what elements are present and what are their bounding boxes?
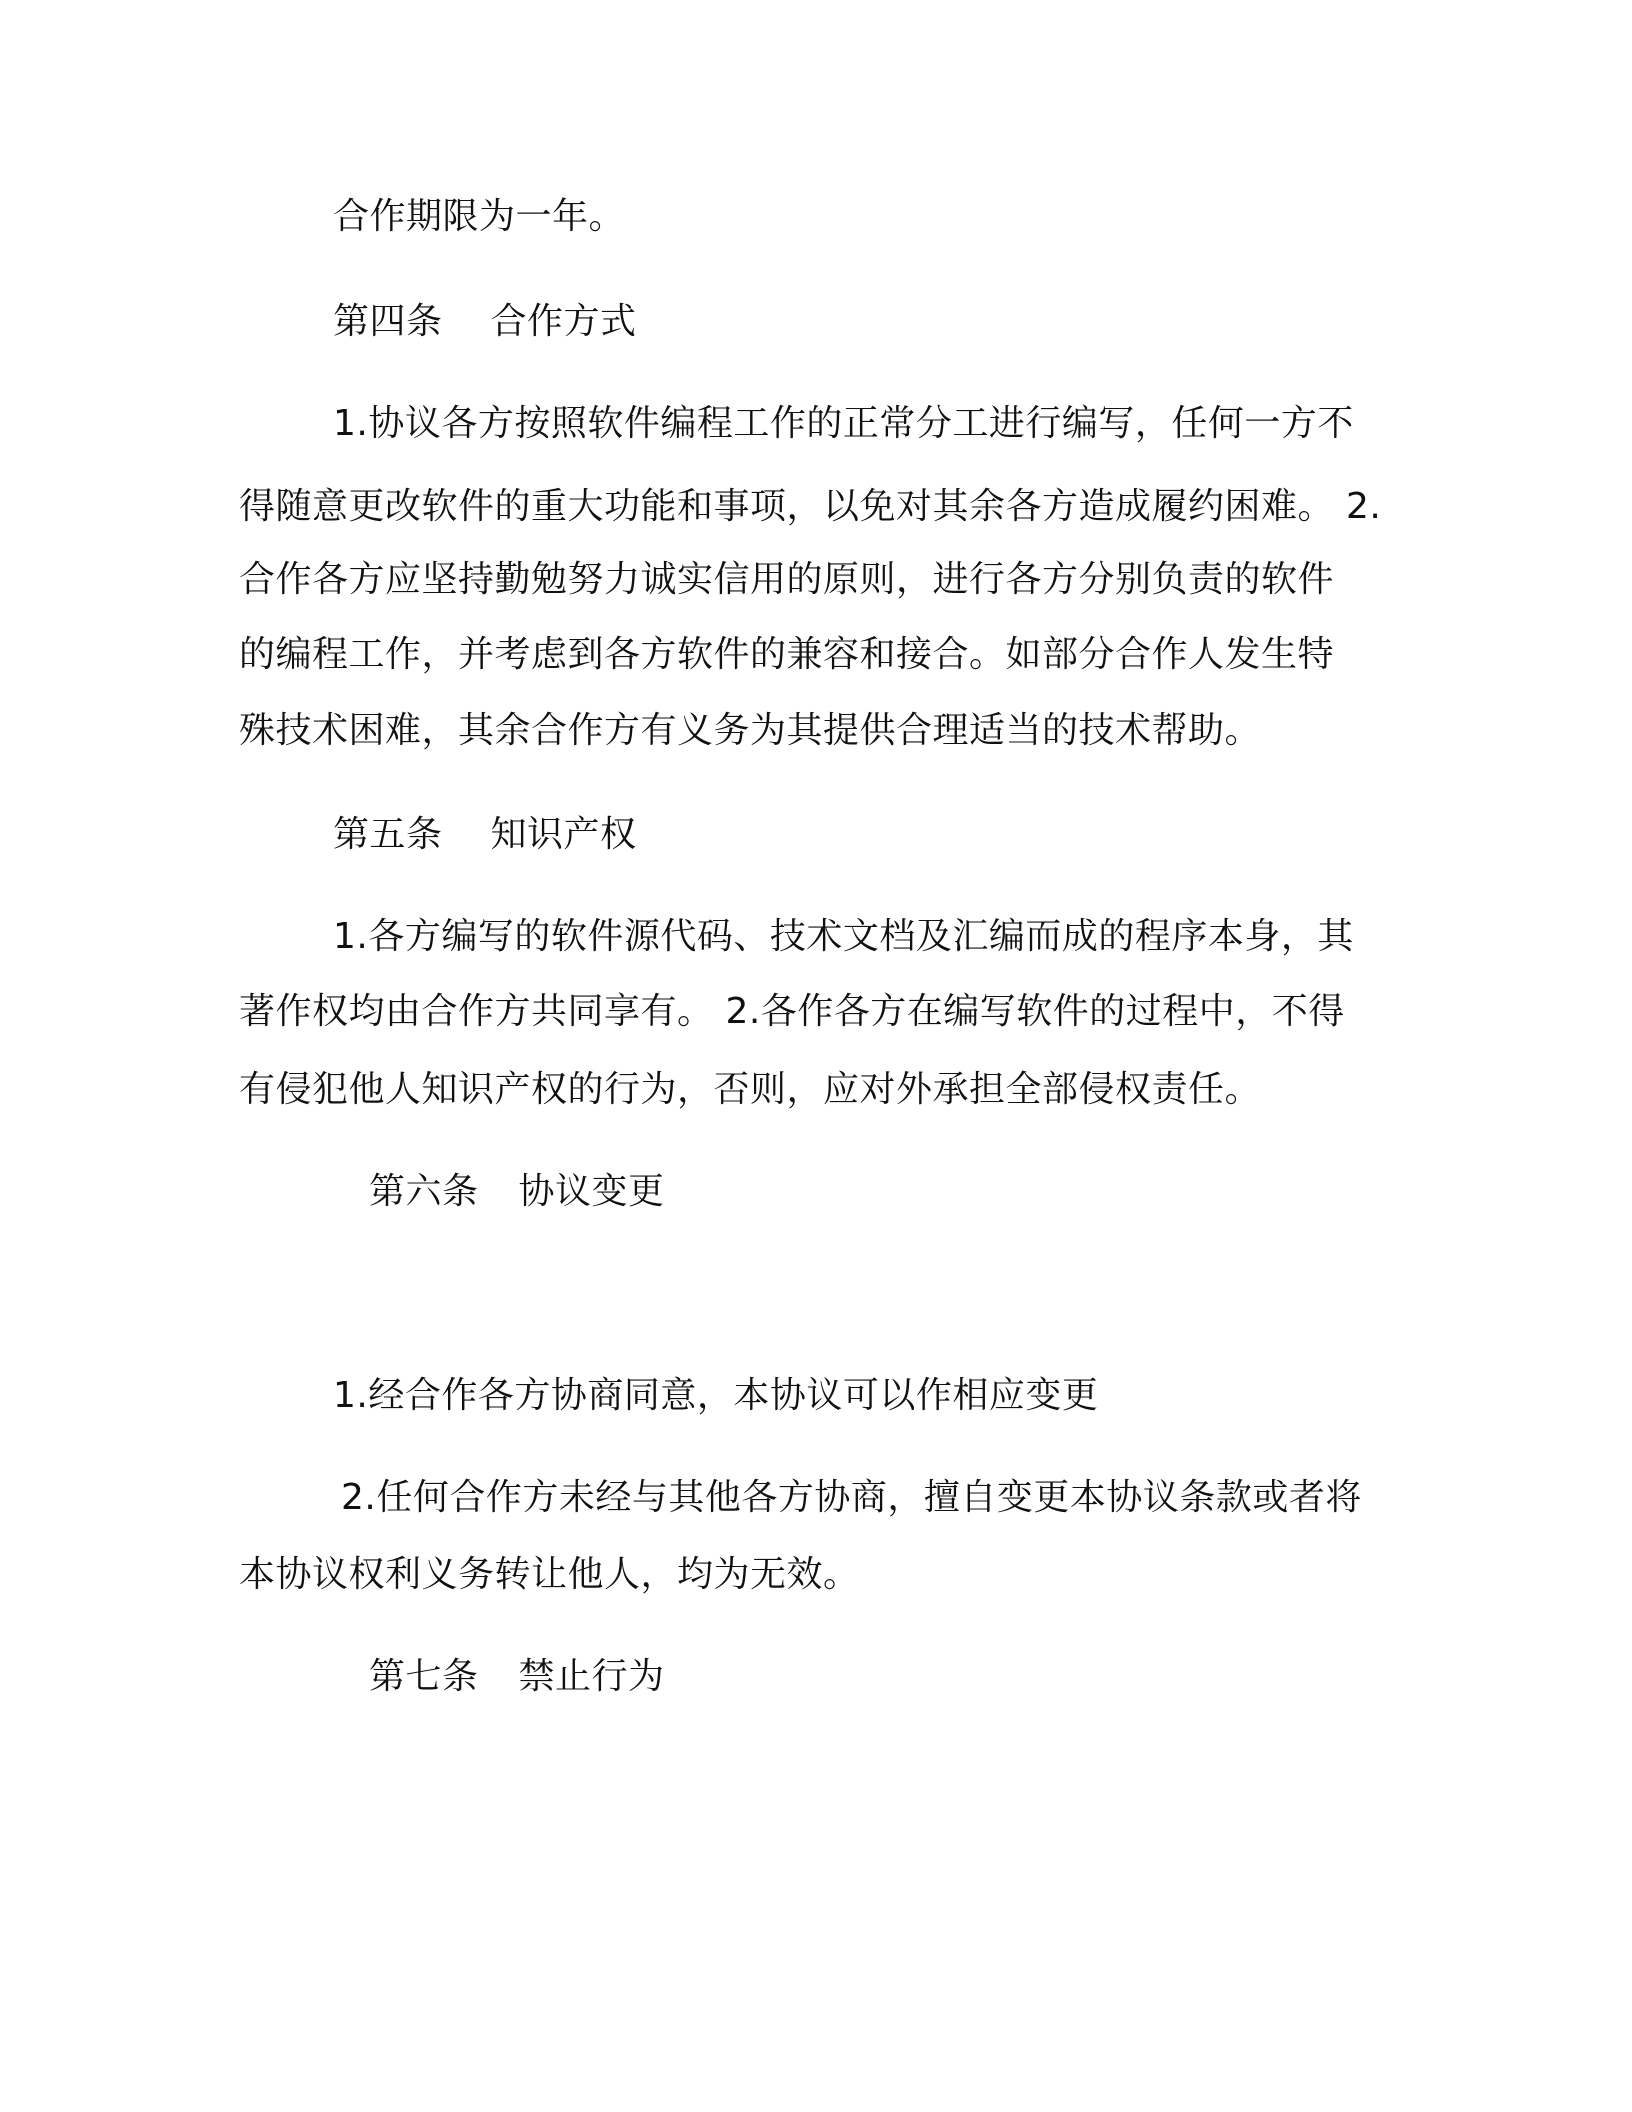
paragraph-line: 得随意更改软件的重大功能和事项，以免对其余各方造成履约困难。 2. <box>239 486 1382 527</box>
paragraph-line: 本协议权利义务转让他人，均为无效。 <box>239 1554 860 1595</box>
paragraph-line: 著作权均由合作方共同享有。 2.各作各方在编写软件的过程中，不得 <box>239 991 1345 1032</box>
article-5-number: 第五条 <box>333 814 443 855</box>
paragraph-term-duration: 合作期限为一年。 <box>333 196 626 237</box>
paragraph-line: 1.经合作各方协商同意，本协议可以作相应变更 <box>333 1375 1099 1416</box>
paragraph-line: 殊技术困难，其余合作方有义务为其提供合理适当的技术帮助。 <box>239 710 1262 751</box>
article-4-number: 第四条 <box>333 301 443 342</box>
article-5-title: 知识产权 <box>490 814 637 855</box>
article-4-title: 合作方式 <box>490 301 637 342</box>
article-7-number: 第七条 <box>369 1656 479 1697</box>
article-6-heading <box>369 1168 665 1216</box>
article-7-heading <box>369 1653 665 1701</box>
paragraph-line: 合作各方应坚持勤勉努力诚实信用的原则，进行各方分别负责的软件 <box>239 559 1335 600</box>
paragraph-line: 的编程工作，并考虑到各方软件的兼容和接合。如部分合作人发生特 <box>239 634 1335 675</box>
paragraph-line: 1.协议各方按照软件编程工作的正常分工进行编写，任何一方不 <box>333 403 1354 444</box>
article-6-number: 第六条 <box>369 1171 479 1212</box>
article-7-title: 禁止行为 <box>518 1656 665 1697</box>
paragraph-line: 有侵犯他人知识产权的行为，否则，应对外承担全部侵权责任。 <box>239 1069 1262 1110</box>
paragraph-line: 1.各方编写的软件源代码、技术文档及汇编而成的程序本身，其 <box>333 916 1354 957</box>
article-6-title: 协议变更 <box>518 1171 665 1212</box>
article-4-heading <box>333 298 637 346</box>
article-5-heading <box>333 811 637 859</box>
paragraph-line: 2.任何合作方未经与其他各方协商，擅自变更本协议条款或者将 <box>341 1477 1362 1518</box>
